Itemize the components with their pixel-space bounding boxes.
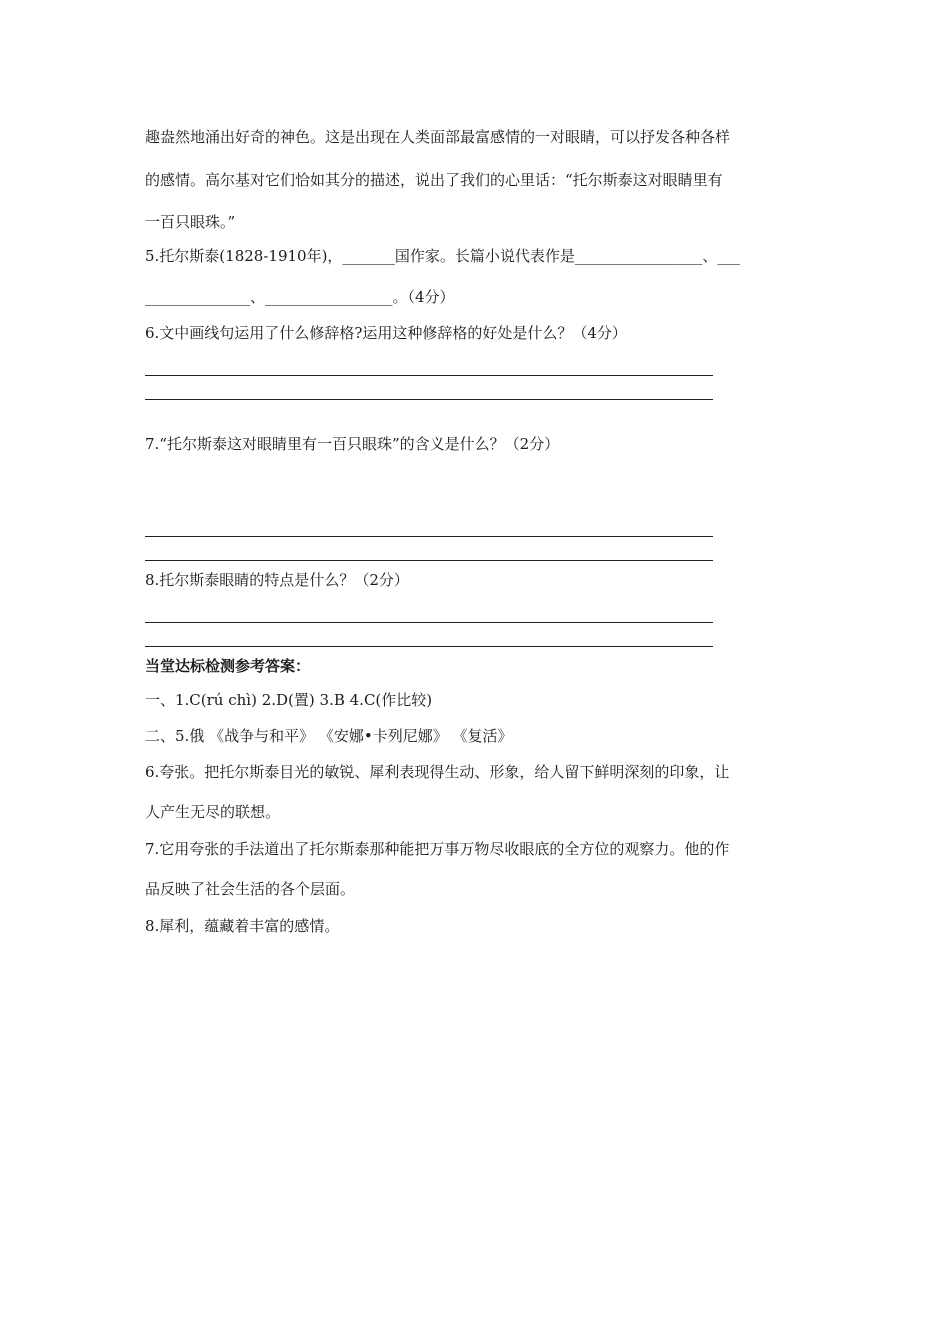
- passage-line-1: 趣盎然地涌出好奇的神色。这是出现在人类面部最富感情的一对眼睛，可以抒发各种各样: [145, 128, 731, 146]
- question-5-line-2: ______________、_________________。（4分）: [145, 288, 455, 306]
- answer-line: [145, 536, 713, 537]
- answer-8: 8.犀利，蕴藏着丰富的感情。: [145, 917, 340, 935]
- answer-line: [145, 622, 713, 623]
- answer-line: [145, 560, 713, 561]
- answer-line: [145, 399, 713, 400]
- answer-line: [145, 646, 713, 647]
- question-6: 6.文中画线句运用了什么修辞格?运用这种修辞格的好处是什么？（4分）: [145, 324, 627, 342]
- answer-line: [145, 375, 713, 376]
- passage-line-2: 的感情。高尔基对它们恰如其分的描述，说出了我们的心里话：“托尔斯泰这对眼睛里有: [145, 171, 723, 189]
- answer-6-line-1: 6.夸张。把托尔斯泰目光的敏锐、犀利表现得生动、形象，给人留下鲜明深刻的印象，让: [145, 763, 730, 781]
- answer-7-line-1: 7.它用夸张的手法道出了托尔斯泰那种能把万事万物尽收眼底的全方位的观察力。他的作: [145, 840, 730, 858]
- answer-1: 一、1.C(rú chì) 2.D(置) 3.B 4.C(作比较): [145, 691, 433, 709]
- answer-6-line-2: 人产生无尽的联想。: [145, 803, 281, 821]
- question-5-line-1: 5.托尔斯泰(1828-1910年)，_______国作家。长篇小说代表作是_________________、___: [145, 247, 740, 265]
- passage-line-3: 一百只眼珠。”: [145, 213, 236, 231]
- question-8: 8.托尔斯泰眼睛的特点是什么？（2分）: [145, 571, 409, 589]
- question-7: 7.“托尔斯泰这对眼睛里有一百只眼珠”的含义是什么？（2分）: [145, 435, 560, 453]
- answer-2: 二、5.俄 《战争与和平》 《安娜•卡列尼娜》 《复活》: [145, 727, 513, 745]
- answer-7-line-2: 品反映了社会生活的各个层面。: [145, 880, 356, 898]
- answers-heading: 当堂达标检测参考答案：: [145, 657, 311, 675]
